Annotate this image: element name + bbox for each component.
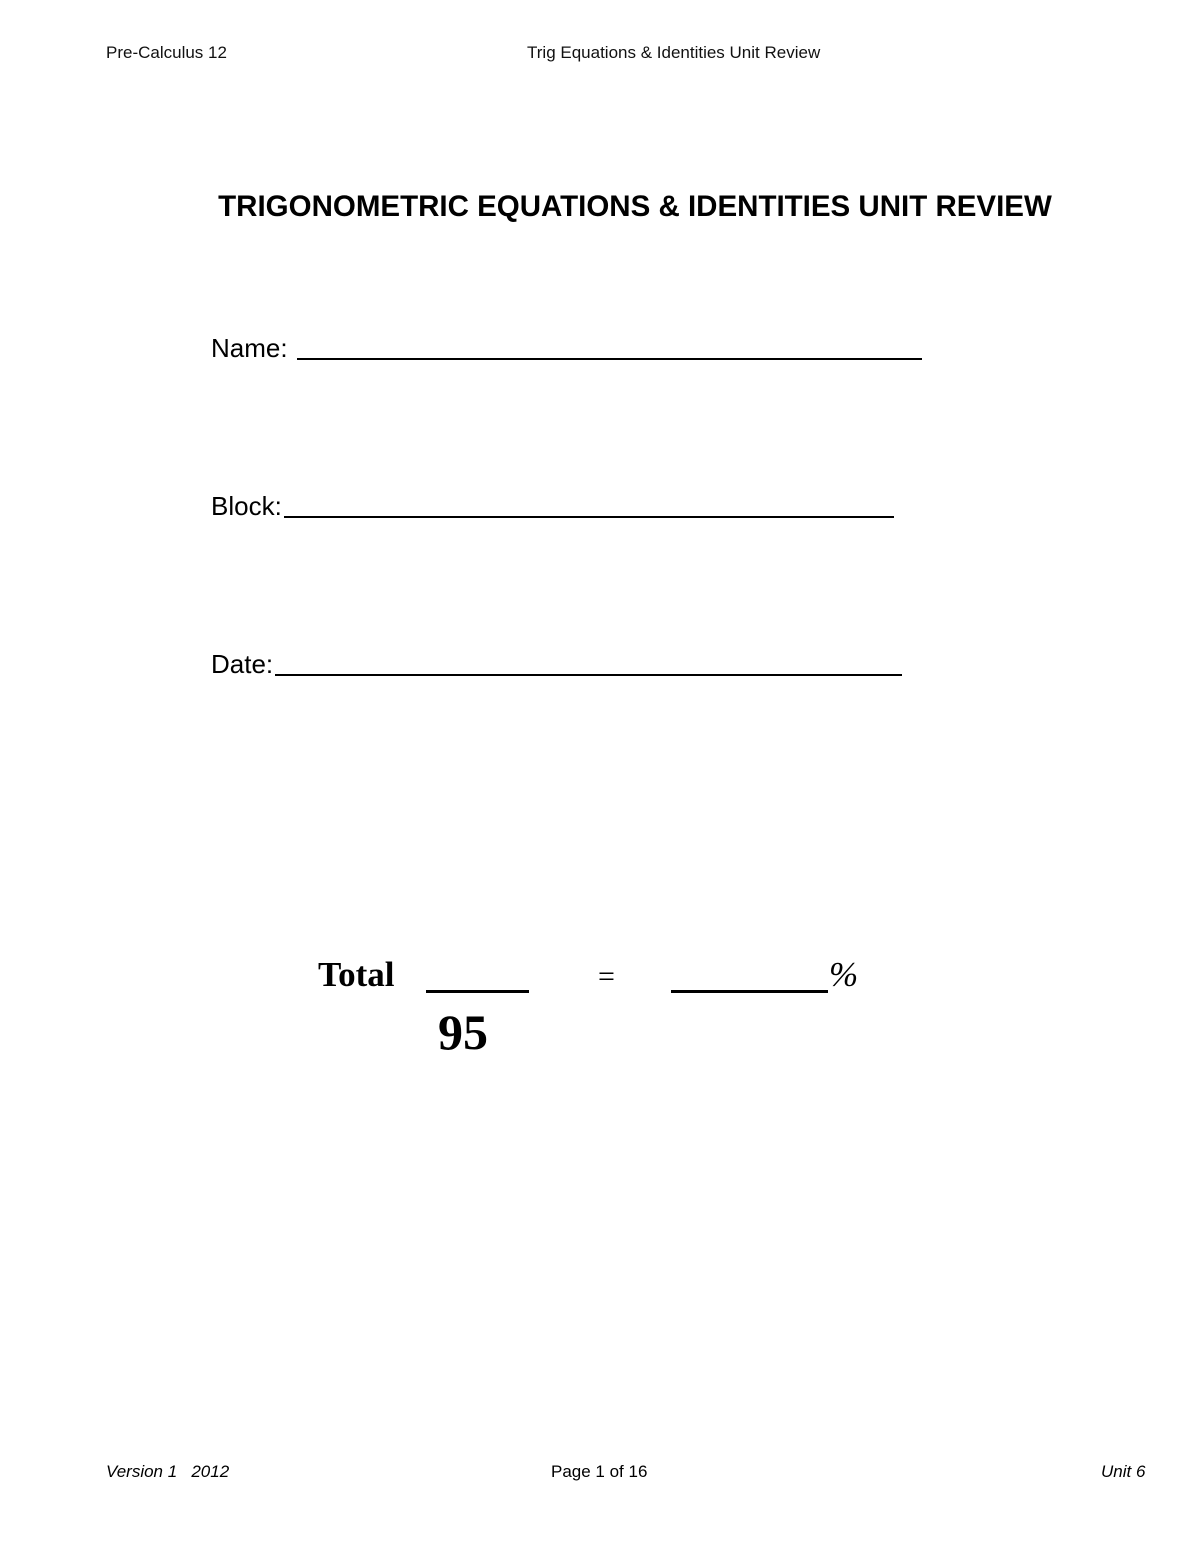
total-label: Total xyxy=(318,955,395,994)
date-blank-line xyxy=(275,652,902,676)
footer-version: Version 1 2012 xyxy=(106,1462,230,1481)
date-label: Date: xyxy=(211,649,274,679)
block-label: Block: xyxy=(211,491,282,521)
footer-unit: Unit 6 xyxy=(1101,1462,1146,1481)
footer-page-number: Page 1 of 16 xyxy=(551,1462,648,1481)
score-blank-line xyxy=(426,990,529,993)
percent-blank-line xyxy=(671,990,828,993)
score-denominator: 95 xyxy=(438,1004,488,1060)
block-field xyxy=(211,491,894,522)
name-blank-line xyxy=(297,336,922,360)
percent-sign: % xyxy=(829,955,859,994)
equals-sign: = xyxy=(598,960,615,993)
header-document-title: Trig Equations & Identities Unit Review xyxy=(527,43,821,62)
name-label: Name: xyxy=(211,333,288,363)
name-field xyxy=(211,333,922,364)
page-title: TRIGONOMETRIC EQUATIONS & IDENTITIES UNIT REVIEW xyxy=(218,190,1052,223)
header-course: Pre-Calculus 12 xyxy=(106,43,227,62)
date-field xyxy=(211,649,902,680)
block-blank-line xyxy=(284,494,894,518)
